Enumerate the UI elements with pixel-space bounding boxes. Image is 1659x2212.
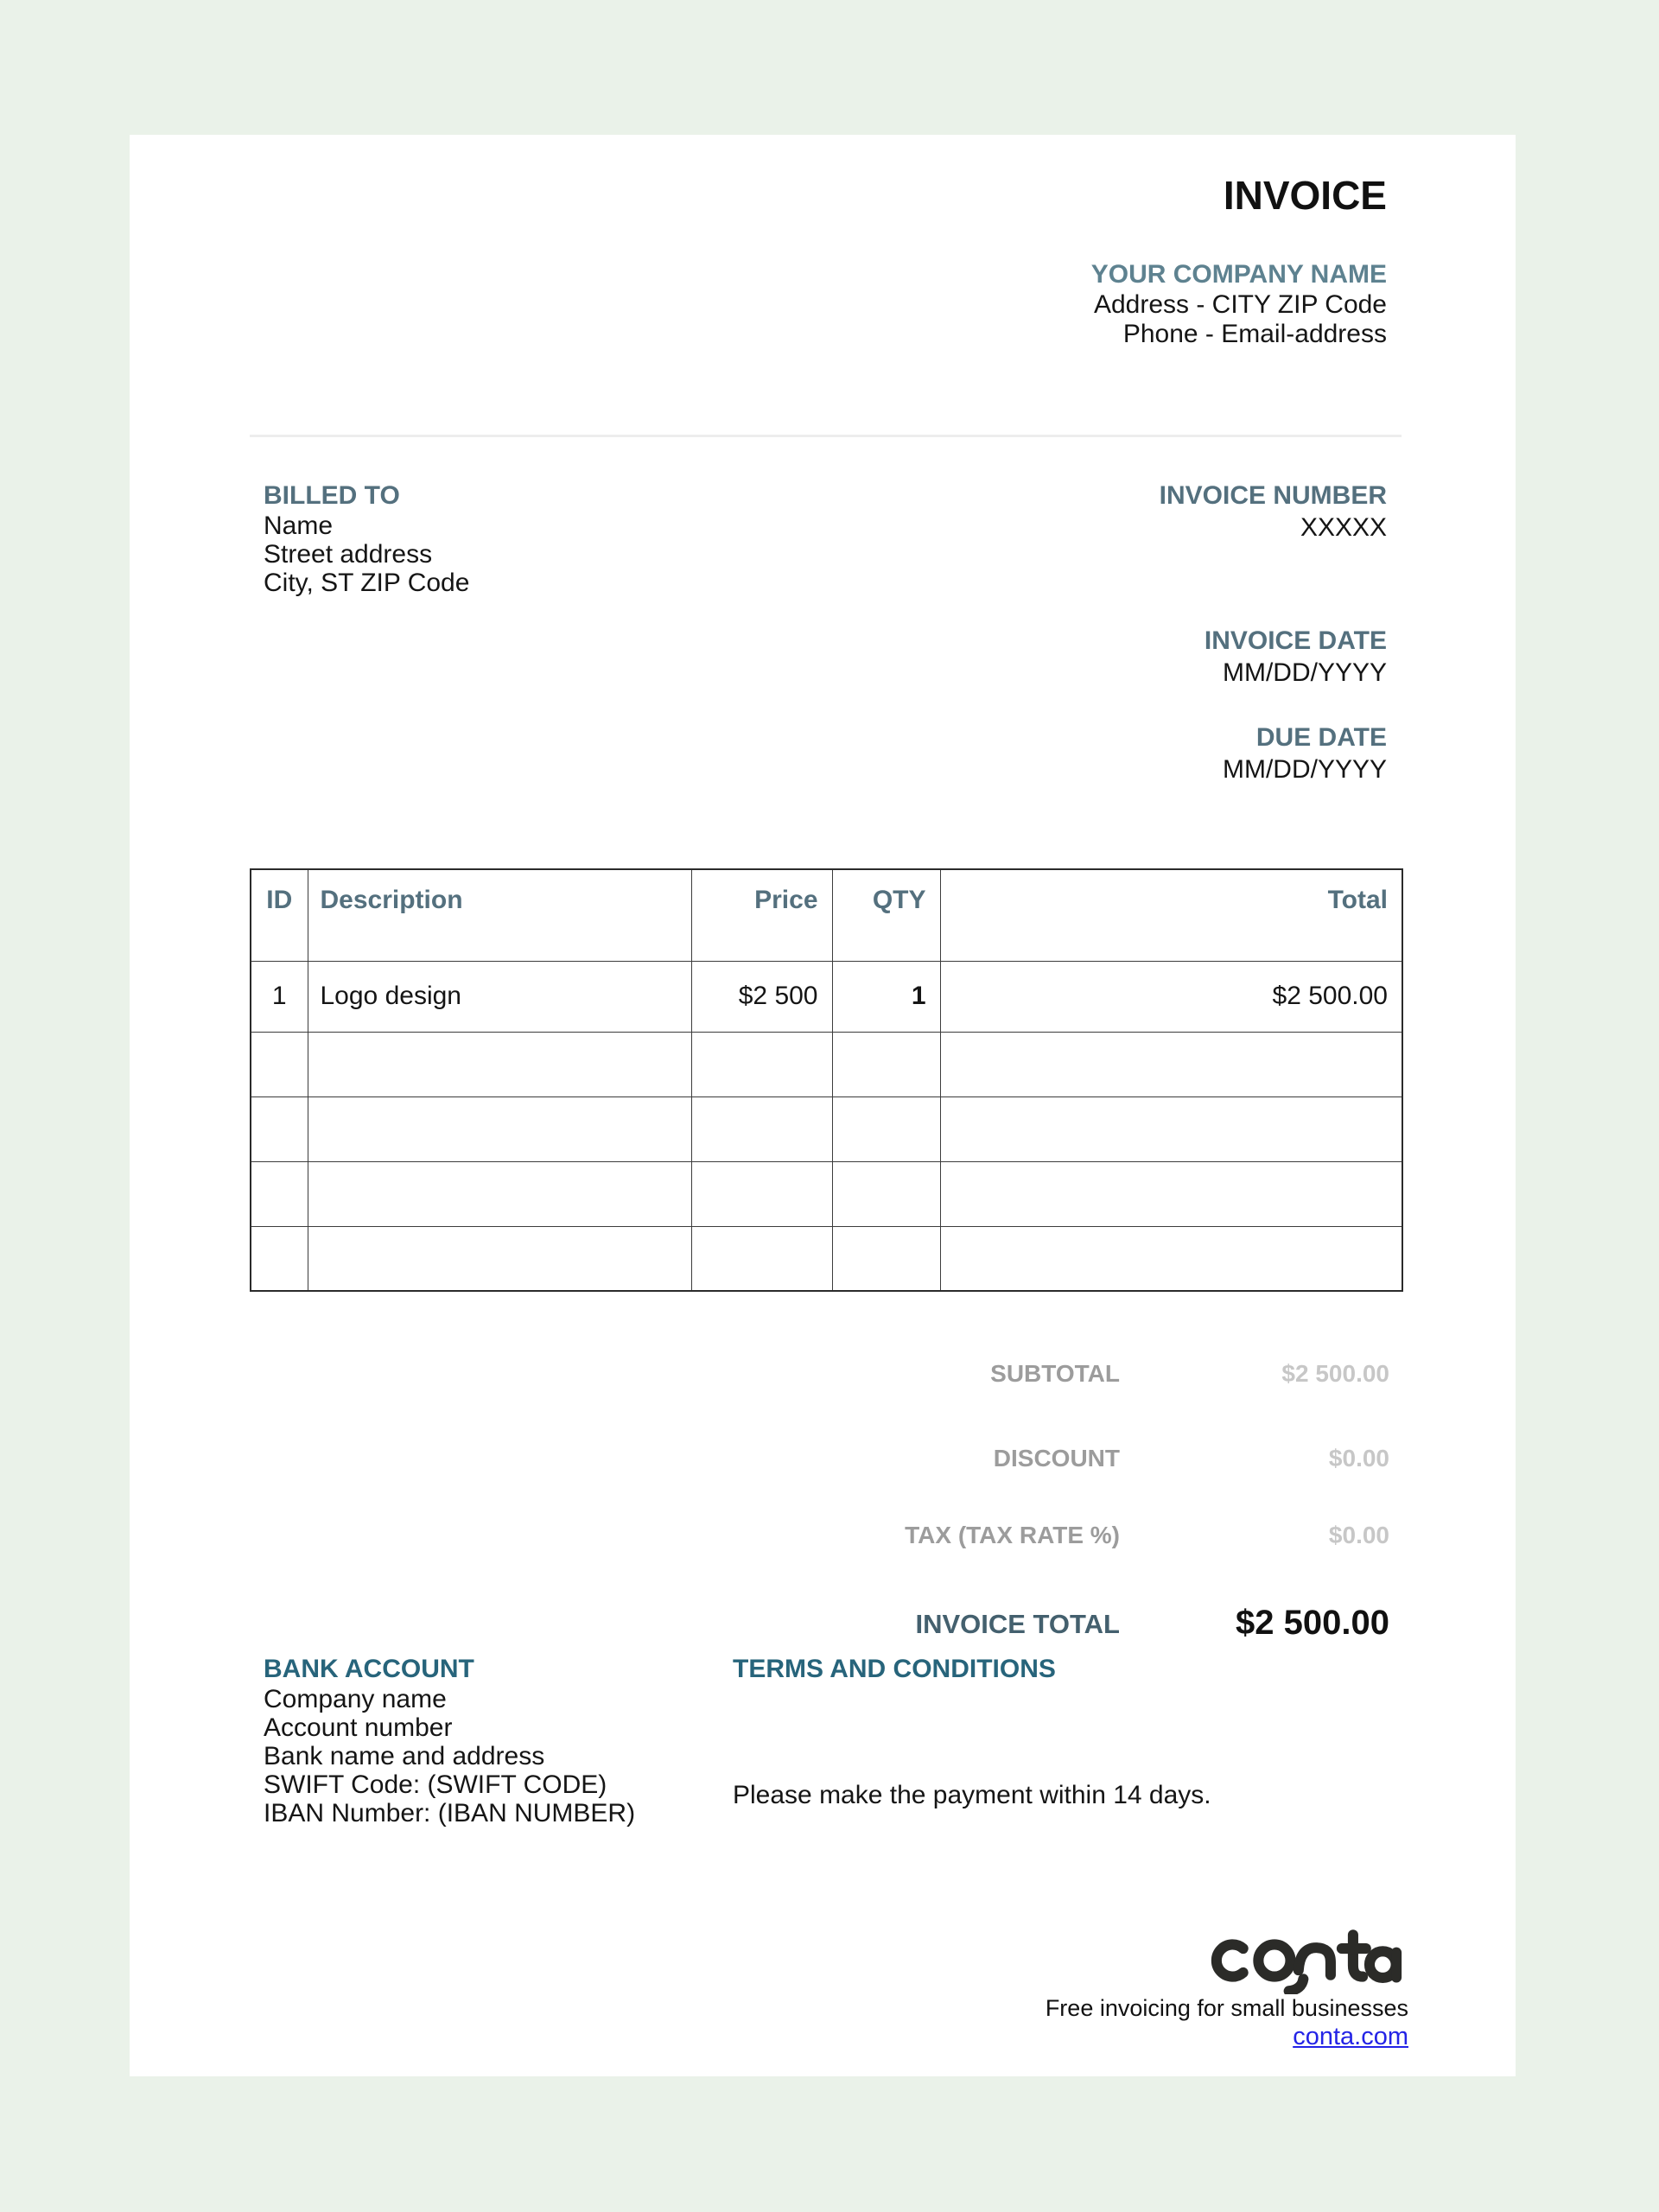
item-id: 1 [251, 961, 308, 1032]
bank-company-name: Company name [264, 1685, 447, 1713]
invoice-date-value: MM/DD/YYYY [1222, 658, 1387, 687]
discount-label: DISCOUNT [993, 1445, 1120, 1471]
due-date-block [1223, 722, 1387, 786]
column-header-price: Price [691, 869, 832, 961]
invoice-total-row [612, 1604, 1389, 1645]
empty-cell [691, 1226, 832, 1291]
invoice-date-block [1205, 626, 1387, 690]
page-title: INVOICE [1223, 173, 1387, 218]
empty-cell [251, 1096, 308, 1161]
empty-cell [251, 1161, 308, 1226]
subtotal-row [612, 1360, 1389, 1389]
invoice-number-block [1160, 480, 1387, 544]
item-total: $2 500.00 [940, 961, 1402, 1032]
invoice-number-value: XXXXX [1300, 513, 1387, 542]
empty-cell [308, 1096, 691, 1161]
empty-cell [308, 1161, 691, 1226]
table-row-empty [251, 1032, 1402, 1096]
header-divider [250, 435, 1402, 437]
empty-cell [940, 1096, 1402, 1161]
invoice-total-label: INVOICE TOTAL [915, 1609, 1120, 1639]
column-header-qty: QTY [832, 869, 940, 961]
bank-account-heading: BANK ACCOUNT [264, 1655, 474, 1683]
bank-swift-code: SWIFT Code: (SWIFT CODE) [264, 1770, 607, 1799]
subtotal-value: $2 500.00 [1281, 1360, 1389, 1387]
table-row-empty [251, 1096, 1402, 1161]
empty-cell [940, 1226, 1402, 1291]
column-header-total: Total [940, 869, 1402, 961]
empty-cell [832, 1096, 940, 1161]
table-row-empty [251, 1161, 1402, 1226]
item-qty: 1 [832, 961, 940, 1032]
invoice-total-value: $2 500.00 [1236, 1604, 1389, 1642]
company-header [1091, 259, 1387, 349]
line-items-table [250, 868, 1403, 1292]
empty-cell [251, 1226, 308, 1291]
billed-to-street: Street address [264, 540, 433, 569]
billed-to-block [264, 480, 469, 597]
empty-cell [940, 1161, 1402, 1226]
terms-body: Please make the payment within 14 days. [733, 1781, 1211, 1809]
item-description: Logo design [308, 961, 691, 1032]
empty-cell [832, 1161, 940, 1226]
invoice-page [130, 135, 1516, 2076]
bank-iban-number: IBAN Number: (IBAN NUMBER) [264, 1799, 636, 1827]
conta-site-link[interactable]: conta.com [1293, 2023, 1408, 2050]
billed-to-name: Name [264, 512, 334, 540]
company-contact: Phone - Email-address [1122, 320, 1387, 348]
discount-row [612, 1445, 1389, 1474]
conta-logo [804, 1927, 1408, 1994]
bank-account-number: Account number [264, 1713, 453, 1742]
due-date-value: MM/DD/YYYY [1222, 755, 1387, 784]
subtotal-label: SUBTOTAL [990, 1360, 1120, 1387]
empty-cell [691, 1161, 832, 1226]
due-date-label: DUE DATE [1255, 723, 1387, 752]
discount-value: $0.00 [1328, 1445, 1389, 1471]
bank-name-address: Bank name and address [264, 1742, 545, 1770]
conta-logo-icon [1206, 1927, 1408, 1994]
billed-to-city: City, ST ZIP Code [264, 569, 470, 597]
table-row-empty [251, 1226, 1402, 1291]
column-header-description: Description [308, 869, 691, 961]
company-name: YOUR COMPANY NAME [1090, 260, 1387, 289]
tax-label: TAX (TAX RATE %) [905, 1522, 1120, 1548]
empty-cell [940, 1032, 1402, 1096]
item-price: $2 500 [691, 961, 832, 1032]
billed-to-heading: BILLED TO [264, 481, 400, 510]
invoice-number-label: INVOICE NUMBER [1159, 481, 1387, 510]
company-address: Address - CITY ZIP Code [1093, 290, 1387, 319]
empty-cell [251, 1032, 308, 1096]
empty-cell [308, 1226, 691, 1291]
bank-account-block [264, 1654, 635, 1827]
empty-cell [691, 1032, 832, 1096]
table-header-row [251, 869, 1402, 961]
empty-cell [832, 1032, 940, 1096]
column-header-id: ID [251, 869, 308, 961]
empty-cell [308, 1032, 691, 1096]
terms-heading: TERMS AND CONDITIONS [733, 1655, 1056, 1683]
empty-cell [832, 1226, 940, 1291]
invoice-date-label: INVOICE DATE [1204, 626, 1387, 655]
footer [804, 1927, 1408, 2051]
tax-row [612, 1522, 1389, 1551]
empty-cell [691, 1096, 832, 1161]
footer-tagline: Free invoicing for small businesses [1045, 1995, 1408, 2021]
tax-value: $0.00 [1328, 1522, 1389, 1548]
table-row [251, 961, 1402, 1032]
